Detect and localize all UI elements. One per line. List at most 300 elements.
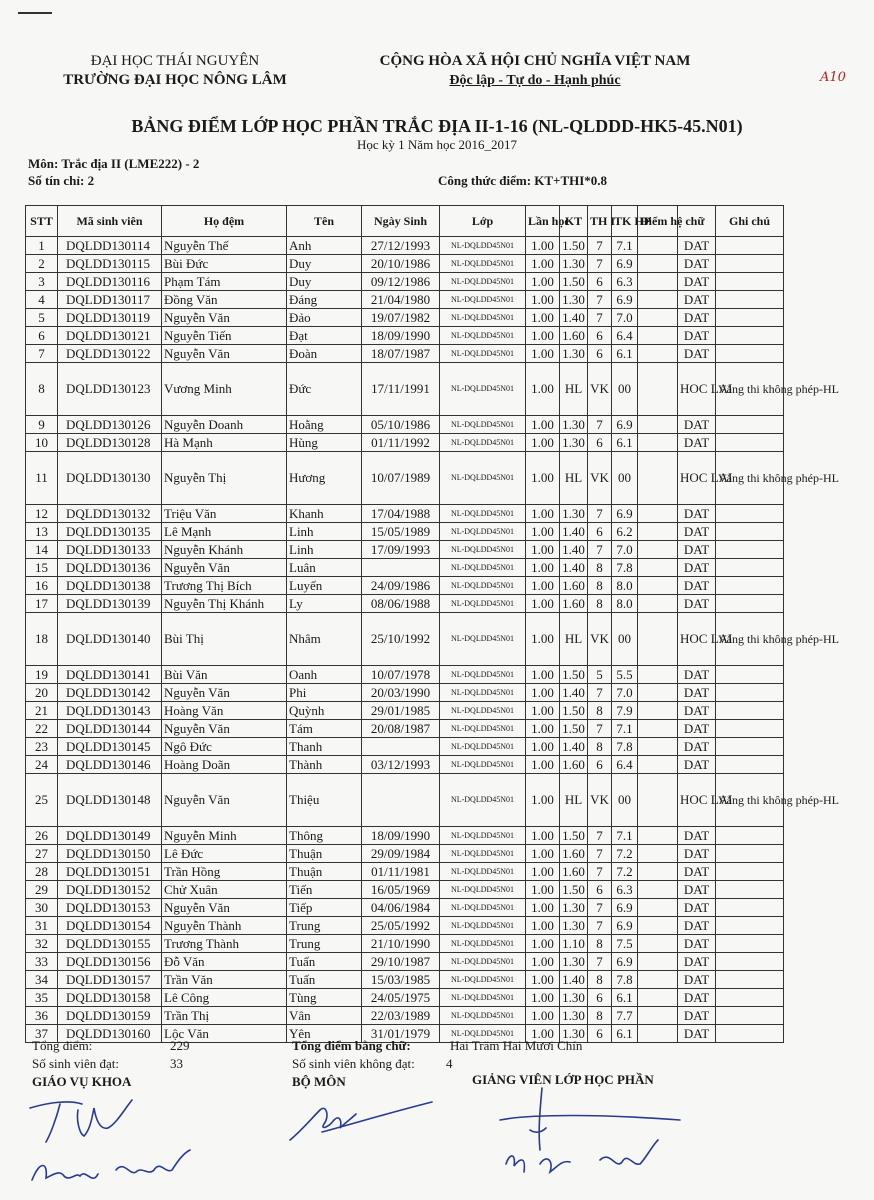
table-row [26, 541, 784, 559]
cell-stt: 31 [26, 917, 58, 935]
cell-kt: 1.30 [560, 434, 588, 452]
cell-class: NL-DQLDD45N01 [440, 595, 526, 613]
cell-thi: 7 [588, 416, 612, 434]
cell-result: DAT [678, 273, 716, 291]
cell-kt: 1.30 [560, 416, 588, 434]
cell-student-id: DQLDD130154 [58, 917, 162, 935]
header-student-id: Mã sinh viên [58, 206, 162, 237]
national-header [360, 52, 710, 90]
cell-stt: 19 [26, 666, 58, 684]
cell-note [716, 971, 784, 989]
cell-class: NL-DQLDD45N01 [440, 756, 526, 774]
cell-student-id: DQLDD130142 [58, 684, 162, 702]
cell-birth-date: 29/09/1984 [362, 845, 440, 863]
cell-student-id: DQLDD130148 [58, 774, 162, 827]
cell-student-id: DQLDD130157 [58, 971, 162, 989]
cell-middle-name: Đồng Văn [162, 291, 287, 309]
cell-thi: 7 [588, 720, 612, 738]
cell-letter-grade [638, 989, 678, 1007]
total-words-value: Hai Trăm Hai Mươi Chín [450, 1038, 583, 1053]
cell-letter-grade [638, 309, 678, 327]
cell-letter-grade [638, 523, 678, 541]
cell-stt: 34 [26, 971, 58, 989]
cell-middle-name: Chử Xuân [162, 881, 287, 899]
cell-result: DAT [678, 327, 716, 345]
cell-middle-name: Nguyễn Thị [162, 452, 287, 505]
cell-stt: 24 [26, 756, 58, 774]
cell-attempt: 1.00 [526, 523, 560, 541]
header-letter-grade: Điểm hệ chữ [638, 206, 678, 237]
cell-note [716, 327, 784, 345]
cell-birth-date: 22/03/1989 [362, 1007, 440, 1025]
cell-result: DAT [678, 237, 716, 255]
department-signature-title: BỘ MÔN [292, 1074, 346, 1089]
cell-result: HOC LAI [678, 363, 716, 416]
cell-kt: 1.50 [560, 702, 588, 720]
cell-student-id: DQLDD130139 [58, 595, 162, 613]
cell-birth-date: 27/12/1993 [362, 237, 440, 255]
cell-note [716, 291, 784, 309]
cell-result: DAT [678, 255, 716, 273]
cell-middle-name: Nguyễn Thành [162, 917, 287, 935]
cell-class: NL-DQLDD45N01 [440, 702, 526, 720]
cell-thi: 7 [588, 237, 612, 255]
cell-stt: 1 [26, 237, 58, 255]
cell-note [716, 237, 784, 255]
cell-note [716, 684, 784, 702]
school-name: TRƯỜNG ĐẠI HỌC NÔNG LÂM [63, 72, 287, 88]
cell-middle-name: Lê Công [162, 989, 287, 1007]
cell-student-id: DQLDD130143 [58, 702, 162, 720]
cell-stt: 9 [26, 416, 58, 434]
cell-letter-grade [638, 237, 678, 255]
cell-class: NL-DQLDD45N01 [440, 953, 526, 971]
cell-attempt: 1.00 [526, 237, 560, 255]
passed-count-value: 33 [170, 1056, 183, 1071]
cell-letter-grade [638, 863, 678, 881]
cell-note [716, 953, 784, 971]
table-row [26, 827, 784, 845]
cell-birth-date: 03/12/1993 [362, 756, 440, 774]
cell-attempt: 1.00 [526, 595, 560, 613]
cell-class: NL-DQLDD45N01 [440, 237, 526, 255]
cell-kt: 1.40 [560, 971, 588, 989]
cell-middle-name: Nguyễn Văn [162, 345, 287, 363]
cell-tk-hp: 6.3 [612, 881, 638, 899]
cell-first-name: Hoằng [287, 416, 362, 434]
cell-first-name: Thuận [287, 845, 362, 863]
cell-thi: 7 [588, 541, 612, 559]
cell-class: NL-DQLDD45N01 [440, 452, 526, 505]
cell-student-id: DQLDD130138 [58, 577, 162, 595]
cell-result: DAT [678, 684, 716, 702]
table-row [26, 613, 784, 666]
cell-attempt: 1.00 [526, 738, 560, 756]
cell-note [716, 541, 784, 559]
cell-middle-name: Hoàng Doãn [162, 756, 287, 774]
cell-stt: 20 [26, 684, 58, 702]
cell-attempt: 1.00 [526, 827, 560, 845]
cell-student-id: DQLDD130117 [58, 291, 162, 309]
cell-student-id: DQLDD130140 [58, 613, 162, 666]
cell-birth-date: 04/06/1984 [362, 899, 440, 917]
cell-middle-name: Triệu Văn [162, 505, 287, 523]
cell-attempt: 1.00 [526, 935, 560, 953]
cell-stt: 12 [26, 505, 58, 523]
cell-note: Vắng thi không phép-HL [716, 363, 784, 416]
cell-thi: 7 [588, 255, 612, 273]
cell-kt: 1.30 [560, 917, 588, 935]
cell-result: HOC LAI [678, 613, 716, 666]
cell-letter-grade [638, 416, 678, 434]
cell-thi: 6 [588, 273, 612, 291]
cell-kt: 1.40 [560, 738, 588, 756]
table-row [26, 452, 784, 505]
cell-kt: 1.40 [560, 523, 588, 541]
cell-result: DAT [678, 935, 716, 953]
cell-letter-grade [638, 1007, 678, 1025]
cell-note [716, 345, 784, 363]
cell-kt: 1.50 [560, 827, 588, 845]
cell-letter-grade [638, 702, 678, 720]
cell-thi: 7 [588, 863, 612, 881]
cell-attempt: 1.00 [526, 327, 560, 345]
cell-birth-date: 24/09/1986 [362, 577, 440, 595]
cell-kt: 1.60 [560, 327, 588, 345]
cell-thi: 6 [588, 989, 612, 1007]
cell-student-id: DQLDD130159 [58, 1007, 162, 1025]
cell-attempt: 1.00 [526, 720, 560, 738]
cell-first-name: Thông [287, 827, 362, 845]
cell-attempt: 1.00 [526, 416, 560, 434]
cell-first-name: Anh [287, 237, 362, 255]
cell-middle-name: Trần Văn [162, 971, 287, 989]
cell-thi: 7 [588, 953, 612, 971]
cell-thi: 8 [588, 559, 612, 577]
cell-letter-grade [638, 935, 678, 953]
cell-kt: HL [560, 452, 588, 505]
cell-first-name: Đảo [287, 309, 362, 327]
cell-attempt: 1.00 [526, 452, 560, 505]
cell-letter-grade [638, 774, 678, 827]
cell-first-name: Trung [287, 917, 362, 935]
cell-result: DAT [678, 953, 716, 971]
cell-letter-grade [638, 255, 678, 273]
cell-result: DAT [678, 863, 716, 881]
cell-first-name: Đáng [287, 291, 362, 309]
cell-middle-name: Trương Thị Bích [162, 577, 287, 595]
cell-attempt: 1.00 [526, 273, 560, 291]
cell-class: NL-DQLDD45N01 [440, 917, 526, 935]
cell-first-name: Luân [287, 559, 362, 577]
cell-result: DAT [678, 899, 716, 917]
cell-first-name: Hương [287, 452, 362, 505]
table-body [26, 237, 839, 1043]
cell-tk-hp: 00 [612, 774, 638, 827]
cell-class: NL-DQLDD45N01 [440, 416, 526, 434]
cell-thi: 7 [588, 827, 612, 845]
header-note: Ghi chú [716, 206, 784, 237]
cell-stt: 18 [26, 613, 58, 666]
cell-middle-name: Hà Mạnh [162, 434, 287, 452]
table-row [26, 255, 784, 273]
cell-attempt: 1.00 [526, 309, 560, 327]
cell-middle-name: Lê Đức [162, 845, 287, 863]
cell-thi: VK [588, 774, 612, 827]
table-row [26, 684, 784, 702]
cell-result: DAT [678, 541, 716, 559]
cell-attempt: 1.00 [526, 899, 560, 917]
cell-first-name: Duy [287, 273, 362, 291]
cell-tk-hp: 7.8 [612, 738, 638, 756]
grades-table [25, 205, 839, 1043]
cell-attempt: 1.00 [526, 434, 560, 452]
national-motto: Độc lập - Tự do - Hạnh phúc [449, 73, 621, 88]
cell-first-name: Yên [287, 1025, 362, 1043]
cell-tk-hp: 6.9 [612, 899, 638, 917]
cell-note: Vắng thi không phép-HL [716, 613, 784, 666]
cell-stt: 22 [26, 720, 58, 738]
header-thi: TH I [588, 206, 612, 237]
cell-stt: 17 [26, 595, 58, 613]
cell-result: DAT [678, 1007, 716, 1025]
cell-kt: 1.40 [560, 559, 588, 577]
cell-note [716, 505, 784, 523]
cell-result: DAT [678, 416, 716, 434]
cell-middle-name: Nguyễn Văn [162, 684, 287, 702]
cell-note [716, 559, 784, 577]
cell-class: NL-DQLDD45N01 [440, 989, 526, 1007]
cell-note: Vắng thi không phép-HL [716, 452, 784, 505]
cell-class: NL-DQLDD45N01 [440, 684, 526, 702]
cell-attempt: 1.00 [526, 971, 560, 989]
cell-result: DAT [678, 720, 716, 738]
cell-tk-hp: 6.9 [612, 505, 638, 523]
cell-note [716, 899, 784, 917]
cell-thi: 8 [588, 738, 612, 756]
cell-stt: 27 [26, 845, 58, 863]
cell-first-name: Thiệu [287, 774, 362, 827]
cell-note [716, 416, 784, 434]
header-birth-date: Ngày Sinh [362, 206, 440, 237]
cell-student-id: DQLDD130146 [58, 756, 162, 774]
cell-class: NL-DQLDD45N01 [440, 327, 526, 345]
table-row [26, 505, 784, 523]
cell-result: DAT [678, 738, 716, 756]
cell-stt: 13 [26, 523, 58, 541]
cell-stt: 33 [26, 953, 58, 971]
table-row [26, 327, 784, 345]
cell-tk-hp: 6.1 [612, 434, 638, 452]
cell-kt: 1.60 [560, 845, 588, 863]
table-row [26, 738, 784, 756]
cell-kt: 1.60 [560, 863, 588, 881]
cell-result: DAT [678, 827, 716, 845]
cell-thi: 7 [588, 291, 612, 309]
subject-label: Môn: Trắc địa II (LME222) - 2 [28, 156, 200, 171]
cell-middle-name: Lê Mạnh [162, 523, 287, 541]
cell-middle-name: Nguyễn Minh [162, 827, 287, 845]
cell-student-id: DQLDD130150 [58, 845, 162, 863]
cell-student-id: DQLDD130156 [58, 953, 162, 971]
cell-thi: 6 [588, 523, 612, 541]
cell-tk-hp: 7.0 [612, 541, 638, 559]
cell-middle-name: Đỗ Văn [162, 953, 287, 971]
cell-class: NL-DQLDD45N01 [440, 1025, 526, 1043]
table-row [26, 845, 784, 863]
cell-thi: 8 [588, 702, 612, 720]
cell-first-name: Thanh [287, 738, 362, 756]
cell-kt: 1.50 [560, 273, 588, 291]
cell-class: NL-DQLDD45N01 [440, 935, 526, 953]
cell-class: NL-DQLDD45N01 [440, 720, 526, 738]
table-row [26, 881, 784, 899]
cell-birth-date: 18/09/1990 [362, 327, 440, 345]
cell-attempt: 1.00 [526, 363, 560, 416]
cell-result: DAT [678, 345, 716, 363]
cell-middle-name: Lộc Văn [162, 1025, 287, 1043]
cell-middle-name: Nguyễn Thế [162, 237, 287, 255]
cell-stt: 32 [26, 935, 58, 953]
cell-letter-grade [638, 684, 678, 702]
cell-stt: 15 [26, 559, 58, 577]
cell-first-name: Nhâm [287, 613, 362, 666]
cell-thi: 7 [588, 505, 612, 523]
cell-stt: 6 [26, 327, 58, 345]
cell-kt: 1.50 [560, 666, 588, 684]
cell-student-id: DQLDD130130 [58, 452, 162, 505]
header-class: Lớp [440, 206, 526, 237]
cell-birth-date: 25/05/1992 [362, 917, 440, 935]
cell-thi: 8 [588, 595, 612, 613]
cell-attempt: 1.00 [526, 559, 560, 577]
cell-tk-hp: 6.4 [612, 327, 638, 345]
cell-note [716, 434, 784, 452]
table-row [26, 899, 784, 917]
cell-first-name: Tuấn [287, 971, 362, 989]
cell-letter-grade [638, 541, 678, 559]
table-header-row [26, 206, 784, 237]
cell-birth-date: 05/10/1986 [362, 416, 440, 434]
cell-attempt: 1.00 [526, 774, 560, 827]
cell-middle-name: Trần Thị [162, 1007, 287, 1025]
cell-thi: 7 [588, 845, 612, 863]
cell-note [716, 595, 784, 613]
cell-middle-name: Ngô Đức [162, 738, 287, 756]
cell-kt: 1.60 [560, 595, 588, 613]
cell-middle-name: Nguyễn Văn [162, 559, 287, 577]
header-attempt: Lần học [526, 206, 560, 237]
cell-stt: 5 [26, 309, 58, 327]
table-row [26, 971, 784, 989]
cell-note [716, 756, 784, 774]
cell-note [716, 273, 784, 291]
cell-tk-hp: 7.5 [612, 935, 638, 953]
cell-student-id: DQLDD130114 [58, 237, 162, 255]
cell-letter-grade [638, 953, 678, 971]
cell-middle-name: Nguyễn Văn [162, 309, 287, 327]
table-row [26, 953, 784, 971]
cell-class: NL-DQLDD45N01 [440, 363, 526, 416]
cell-student-id: DQLDD130151 [58, 863, 162, 881]
cell-tk-hp: 7.0 [612, 684, 638, 702]
cell-class: NL-DQLDD45N01 [440, 523, 526, 541]
scan-mark [18, 12, 52, 14]
cell-student-id: DQLDD130152 [58, 881, 162, 899]
cell-birth-date: 21/04/1980 [362, 291, 440, 309]
cell-note [716, 523, 784, 541]
cell-birth-date: 20/10/1986 [362, 255, 440, 273]
cell-letter-grade [638, 595, 678, 613]
cell-attempt: 1.00 [526, 953, 560, 971]
cell-birth-date: 08/06/1988 [362, 595, 440, 613]
cell-letter-grade [638, 881, 678, 899]
cell-result: DAT [678, 881, 716, 899]
cell-student-id: DQLDD130160 [58, 1025, 162, 1043]
table-row [26, 434, 784, 452]
cell-tk-hp: 5.5 [612, 666, 638, 684]
cell-letter-grade [638, 827, 678, 845]
cell-letter-grade [638, 1025, 678, 1043]
cell-letter-grade [638, 363, 678, 416]
cell-letter-grade [638, 720, 678, 738]
cell-middle-name: Phạm Tám [162, 273, 287, 291]
cell-thi: 6 [588, 1025, 612, 1043]
cell-student-id: DQLDD130115 [58, 255, 162, 273]
cell-birth-date: 15/05/1989 [362, 523, 440, 541]
cell-letter-grade [638, 899, 678, 917]
cell-attempt: 1.00 [526, 881, 560, 899]
cell-note: Vắng thi không phép-HL [716, 774, 784, 827]
cell-birth-date: 29/01/1985 [362, 702, 440, 720]
cell-tk-hp: 7.1 [612, 827, 638, 845]
cell-attempt: 1.00 [526, 845, 560, 863]
cell-tk-hp: 6.3 [612, 273, 638, 291]
lecturer-signature [480, 1080, 700, 1190]
cell-class: NL-DQLDD45N01 [440, 559, 526, 577]
cell-first-name: Linh [287, 541, 362, 559]
cell-kt: 1.30 [560, 1025, 588, 1043]
cell-note [716, 917, 784, 935]
cell-birth-date: 18/07/1987 [362, 345, 440, 363]
cell-middle-name: Nguyễn Văn [162, 899, 287, 917]
cell-result: DAT [678, 971, 716, 989]
cell-result: DAT [678, 1025, 716, 1043]
cell-thi: 7 [588, 917, 612, 935]
table-row [26, 863, 784, 881]
cell-result: DAT [678, 505, 716, 523]
header-first-name: Tên [287, 206, 362, 237]
cell-middle-name: Nguyễn Văn [162, 774, 287, 827]
cell-result: DAT [678, 577, 716, 595]
cell-note [716, 702, 784, 720]
cell-stt: 37 [26, 1025, 58, 1043]
table-row [26, 666, 784, 684]
cell-first-name: Phi [287, 684, 362, 702]
cell-tk-hp: 6.9 [612, 917, 638, 935]
cell-letter-grade [638, 345, 678, 363]
table-row [26, 291, 784, 309]
cell-first-name: Đạt [287, 327, 362, 345]
cell-class: NL-DQLDD45N01 [440, 577, 526, 595]
cell-thi: 8 [588, 1007, 612, 1025]
cell-kt: 1.40 [560, 541, 588, 559]
cell-stt: 2 [26, 255, 58, 273]
cell-tk-hp: 6.9 [612, 291, 638, 309]
cell-kt: 1.60 [560, 577, 588, 595]
cell-kt: HL [560, 363, 588, 416]
cell-thi: 6 [588, 327, 612, 345]
